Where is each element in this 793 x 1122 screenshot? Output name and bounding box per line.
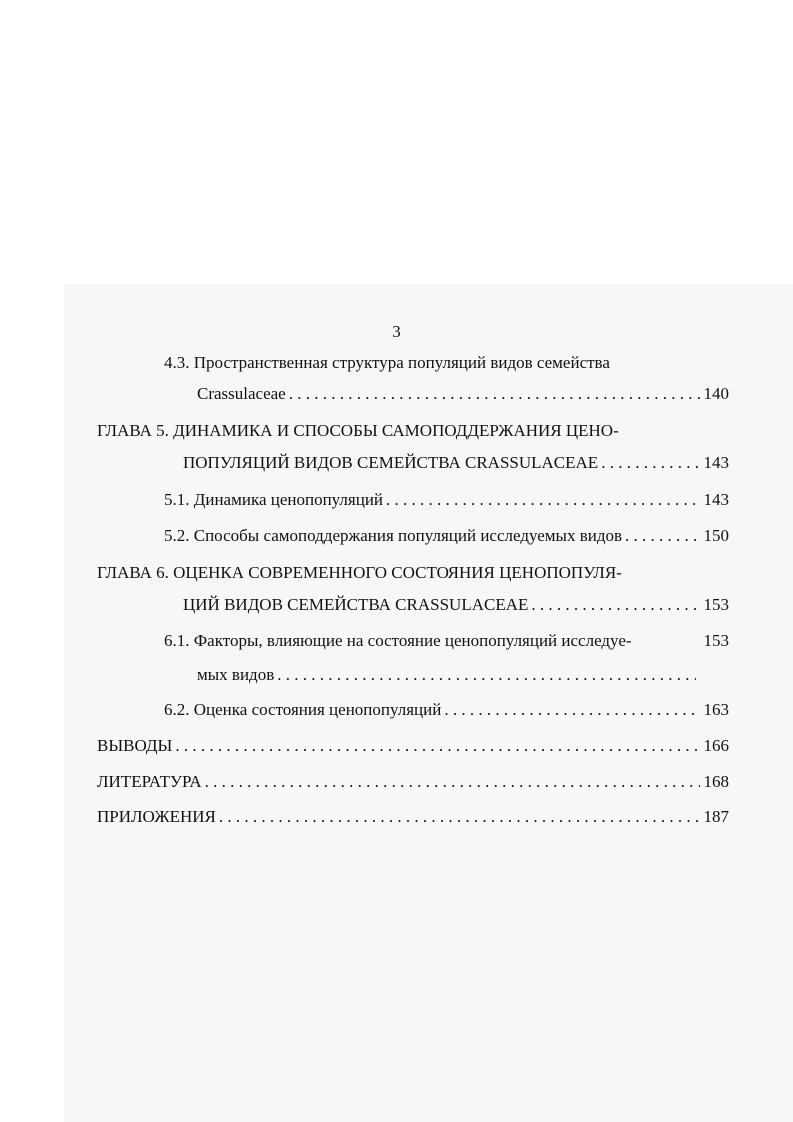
- dot-leader: [383, 489, 699, 511]
- toc-entry-6-2-title: 6.2. Оценка состояния ценопопуляций: [164, 700, 442, 719]
- page-number: 3: [392, 322, 401, 341]
- dot-leader: [528, 594, 699, 616]
- toc-entry-5-2-title: 5.2. Способы самоподдержания популяций исследуемых видов: [164, 526, 623, 545]
- toc-entry-6-1-line2: мых видов: [197, 665, 275, 684]
- toc-entry-5-2-page: 150: [703, 526, 729, 545]
- toc-entry-4-3-page: 140: [703, 384, 729, 403]
- toc-entry-6-2[interactable]: [164, 699, 729, 721]
- toc-literature-page: 168: [703, 772, 729, 791]
- toc-entry-5-1-page: 143: [703, 490, 729, 509]
- toc-chapter-6-page: 153: [703, 595, 729, 614]
- toc-entry-6-1-page: 153: [703, 631, 729, 650]
- toc-conclusions-title: ВЫВОДЫ: [97, 736, 173, 755]
- toc-literature[interactable]: [97, 771, 729, 793]
- toc-appendices-title: ПРИЛОЖЕНИЯ: [97, 807, 216, 826]
- toc-entry-5-1-title: 5.1. Динамика ценопопуляций: [164, 490, 384, 509]
- toc-chapter-6[interactable]: [183, 594, 729, 616]
- toc-entry-4-3-line2: Crassulaceae: [197, 384, 286, 403]
- toc-chapter-5-line1: ГЛАВА 5. ДИНАМИКА И СПОСОБЫ САМОПОДДЕРЖАНИЯ ЦЕНО-: [97, 421, 619, 440]
- dot-leader: [274, 664, 696, 686]
- toc-entry-5-1[interactable]: [164, 489, 729, 511]
- toc-entry-4-3[interactable]: [197, 383, 729, 405]
- toc-chapter-6-line1: ГЛАВА 6. ОЦЕНКА СОВРЕМЕННОГО СОСТОЯНИЯ ЦЕНОПОПУЛЯ-: [97, 563, 622, 582]
- toc-chapter-5-line2: ПОПУЛЯЦИЙ ВИДОВ СЕМЕЙСТВА CRASSULACEAE: [183, 453, 599, 472]
- toc-conclusions[interactable]: [97, 735, 729, 757]
- dot-leader: [172, 735, 699, 757]
- toc-appendices[interactable]: [97, 806, 729, 828]
- toc-appendices-page: 187: [703, 807, 729, 826]
- toc-entry-5-2[interactable]: [164, 525, 729, 547]
- dot-leader: [216, 806, 700, 828]
- dot-leader: [622, 525, 699, 547]
- dot-leader: [286, 383, 700, 405]
- dot-leader: [441, 699, 699, 721]
- dot-leader: [202, 771, 700, 793]
- toc-chapter-5[interactable]: [183, 452, 729, 474]
- toc-entry-6-1-line1: 6.1. Факторы, влияющие на состояние ценопопуляций исследуе-: [164, 631, 632, 650]
- toc-chapter-6-line2: ЦИЙ ВИДОВ СЕМЕЙСТВА CRASSULACEAE: [183, 595, 529, 614]
- toc-entry-4-3-line1: 4.3. Пространственная структура популяций видов семейства: [164, 353, 610, 372]
- toc-chapter-5-page: 143: [703, 453, 729, 472]
- toc-entry-6-2-page: 163: [703, 700, 729, 719]
- toc-conclusions-page: 166: [703, 736, 729, 755]
- toc-literature-title: ЛИТЕРАТУРА: [97, 772, 202, 791]
- toc-entry-6-1[interactable]: [197, 664, 696, 686]
- dot-leader: [598, 452, 699, 474]
